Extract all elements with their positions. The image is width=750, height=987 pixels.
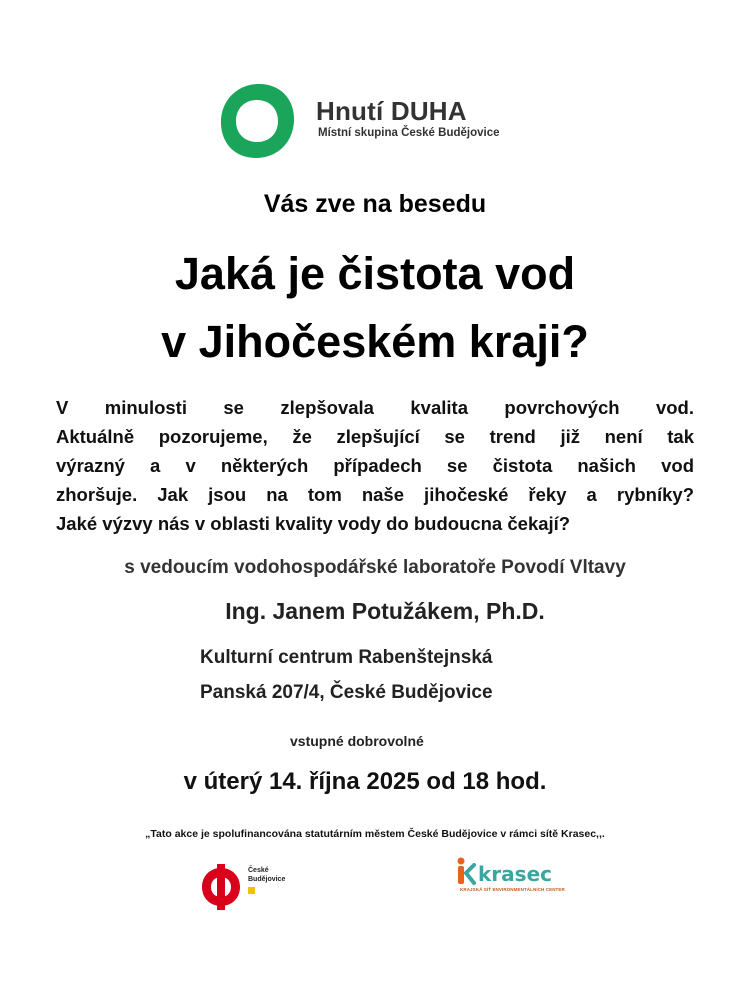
cb-logo-line-1: České [248, 867, 269, 874]
ceske-budejovice-logo [196, 862, 286, 912]
krasec-logo-text: krasec [478, 862, 552, 886]
venue-name: Kulturní centrum Rabenštejnská [200, 647, 493, 668]
funding-note: „Tato akce je spolufinancována statutárním městem České Budějovice v rámci sítě Krasec,,. [145, 828, 605, 840]
venue-address: Panská 207/4, České Budějovice [200, 682, 493, 703]
cb-logo-line-2: Budějovice [248, 876, 286, 883]
krasec-tagline: KRAJSKÁ SÍŤ ENVIRONMENTÁLNÍCH CENTER [460, 887, 565, 892]
cb-logo-square-icon [248, 887, 255, 894]
invite-line: Vás zve na besedu [263, 190, 487, 218]
description-line: výrazný a v některých případech se čistota našich vod [56, 455, 694, 476]
krasec-wordmark-icon [452, 855, 562, 887]
org-name: Hnutí DUHA [316, 96, 467, 126]
event-title-line-2: v Jihočeském kraji? [161, 316, 589, 367]
org-subtitle: Místní skupina České Budějovice [318, 127, 500, 139]
admission-note: vstupné dobrovolné [290, 733, 424, 749]
speaker-role: s vedoucím vodohospodářské laboratoře Povodí Vltavy [124, 557, 626, 578]
ceske-budejovice-emblem-icon [196, 862, 246, 912]
description-line: V minulosti se zlepšovala kvalita povrchových vod. [56, 397, 694, 418]
description-line: Jaké výzvy nás v oblasti kvality vody do budoucna čekají? [56, 513, 571, 534]
description-line: Aktuálně pozorujeme, že zlepšující se trend již není tak [56, 426, 694, 447]
hnuti-duha-logo-icon [214, 78, 300, 164]
event-description [56, 393, 694, 538]
event-datetime: v úterý 14. října 2025 od 18 hod. [183, 768, 547, 795]
speaker-name: Ing. Janem Potužákem, Ph.D. [225, 598, 545, 624]
krasec-logo [452, 855, 565, 900]
description-line: zhoršuje. Jak jsou na tom naše jihočeské řeky a rybníky? [56, 484, 694, 505]
event-title-line-1: Jaká je čistota vod [174, 248, 576, 299]
